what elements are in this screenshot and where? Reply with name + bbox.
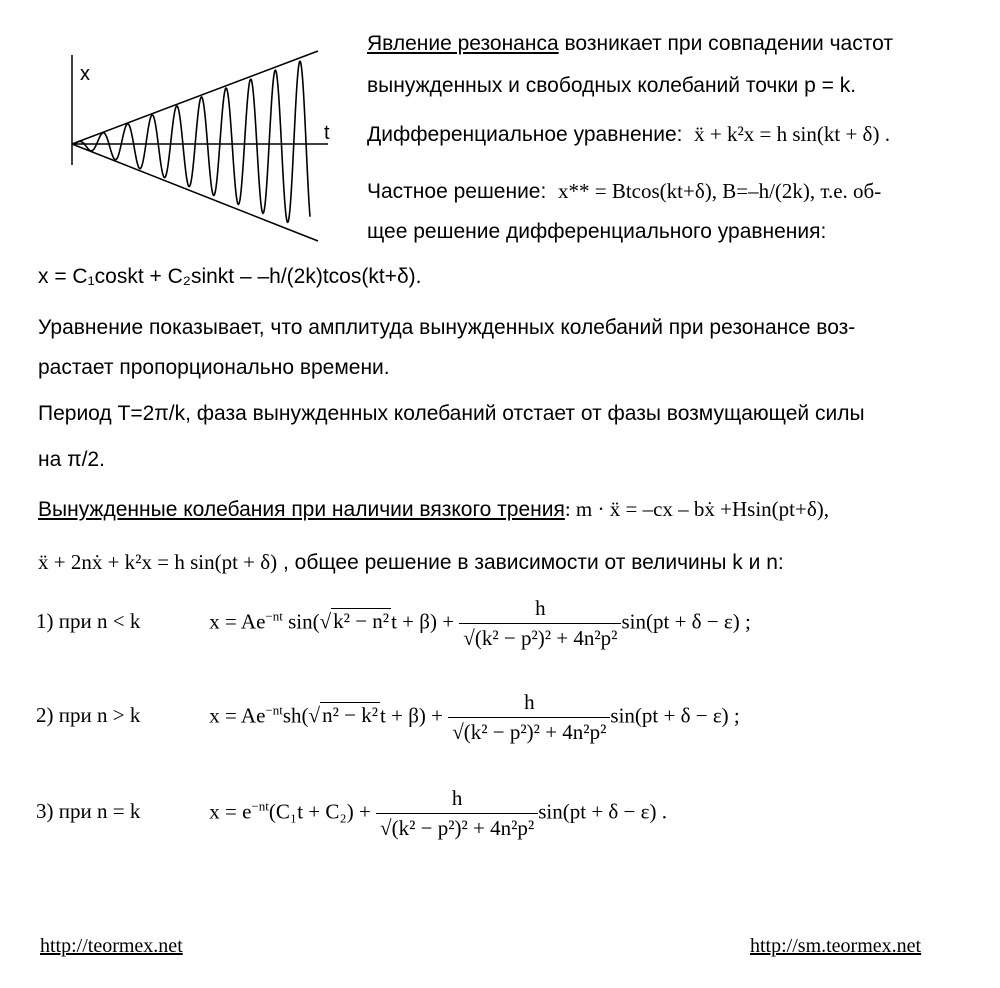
case-3-condition: 3) при n = k (36, 799, 141, 824)
footer-link-right[interactable]: http://sm.teormex.net (750, 935, 922, 957)
resonance-wave (72, 61, 310, 222)
resonance-graph (60, 45, 350, 255)
viscous-line-1: Вынужденные колебания при наличии вязкого трения: m · ẍ = –cx – bẋ +Hsin(pt+δ), (38, 497, 829, 521)
t-axis-label: t (324, 122, 330, 144)
intro-line-2: вынужденных и свободных колебаний точки p = k. (367, 74, 857, 97)
intro-line-5: щее решение дифференциального уравнения: (367, 220, 827, 243)
case-1-condition: 1) при n < k (36, 609, 141, 634)
case-2: 2) при n > k $x = Ae^{-nt}sh(√n^2 - k^2t + \beta)$ + $\frac{h}{\text{√(k² − p²)² + 4n²p²}}$ sin(pt + δ − ε) ; (36, 690, 740, 744)
amplitude-line-1: Уравнение показывает, что амплитуда вынужденных колебаний при резонансе воз- (38, 316, 856, 339)
lower-envelope (72, 144, 318, 241)
viscous-line-2: ẍ + 2nẋ + k²x = h sin(pt + δ) , общее решение в зависимости от величины k и n: (38, 550, 784, 574)
case-2-fraction: $\frac{h}{\text{√(k² − p²)² + 4n²p²}}$ (448, 690, 610, 745)
intro-line-4: Частное решение: x** = Btcos(kt+δ), B=–h/(2k), т.е. об- (367, 179, 882, 203)
period-line-2: на π/2. (38, 448, 105, 471)
case-3: 3) при n = k $x = e^{-nt}(C_1t + C_2)$ + $\frac{h}{\text{√(k² − p²)² + 4n²p²}}$ sin(pt + δ − ε) . (36, 786, 667, 840)
amplitude-line-2: растает пропорционально времени. (38, 356, 390, 379)
x-axis-label: x (80, 63, 90, 85)
footer-link-left[interactable]: http://teormex.net (40, 935, 183, 957)
intro-line-1: Явление резонанса возникает при совпадении частот (367, 32, 893, 55)
case-1: 1) при n < k $x = Ae^{-nt}$ sin(√k² − n²t + β) + $\frac{h}{\text{√(k² − p²)² + 4n²p²}}$ sin(pt + δ − ε) ; (36, 596, 751, 650)
diffeq-formula: ẍ + k²x = h sin(kt + δ) . (694, 122, 890, 146)
case-3-fraction: $\frac{h}{\text{√(k² − p²)² + 4n²p²}}$ (376, 786, 538, 841)
general-solution: x = C₁coskt + C₂sinkt – –h/(2k)tcos(kt+δ). (38, 265, 422, 288)
period-line-1: Период T=2π/k, фаза вынужденных колебаний отстает от фазы возмущающей силы (38, 402, 865, 425)
intro-line-3: Дифференциальное уравнение: ẍ + k²x = h sin(kt + δ) . (367, 122, 890, 146)
viscous-heading-link[interactable]: Вынужденные колебания при наличии вязкого трения (38, 498, 565, 521)
partial-solution: x** = Btcos(kt+δ), B=–h/(2k), т.е. об- (557, 179, 882, 203)
resonance-link[interactable]: Явление резонанса (367, 32, 559, 55)
case-1-fraction: $\frac{h}{\text{√(k² − p²)² + 4n²p²}}$ (459, 596, 621, 651)
case-2-condition: 2) при n > k (36, 703, 141, 728)
